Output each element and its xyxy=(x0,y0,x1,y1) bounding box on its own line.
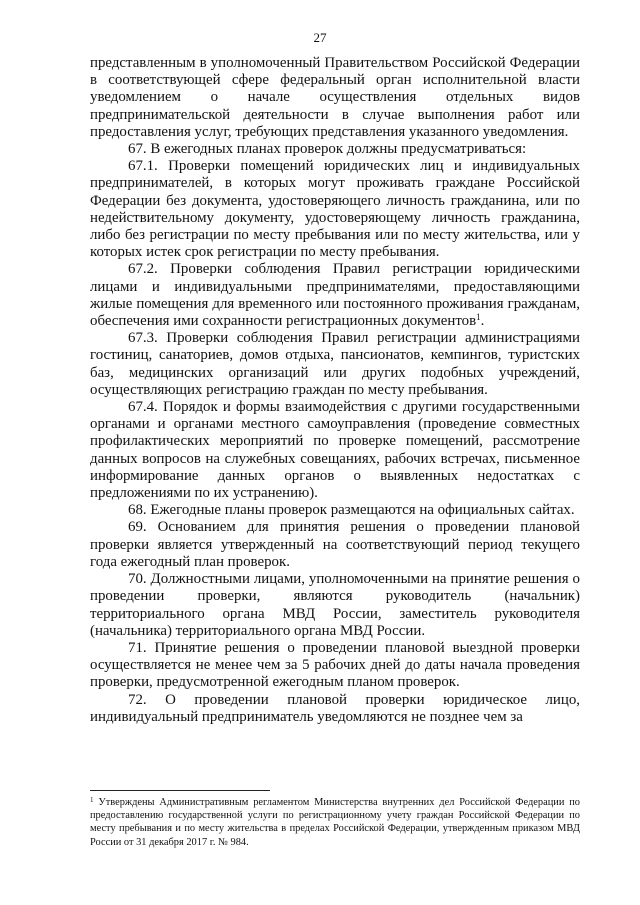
paragraph-72: 72. О проведении плановой проверки юридическое лицо, индивидуальный предприниматель уведомляются не позднее чем за xyxy=(90,691,580,725)
footnote-divider xyxy=(90,790,270,791)
page-number: 27 xyxy=(313,30,327,45)
paragraph-67-2 xyxy=(90,261,580,330)
paragraph-71: 71. Принятие решения о проведении плановой выездной проверки осуществляется не менее чем за 5 рабочих дней до даты начала проведения проверки, предусмотренной ежегодным планом проверок. xyxy=(90,639,580,691)
paragraph-67-1: 67.1. Проверки помещений юридических лиц и индивидуальных предпринимателей, в которых могут проживать граждане Российской Федерации без документа, удостоверяющего личность гражданина, или по недействительному документу, удостоверяющему личность гражданина, либо без регистрации по месту пребывания или по месту жительства, или у которых истек срок регистрации по месту пребывания. xyxy=(90,158,580,261)
paragraph-67-2-tail: . xyxy=(480,313,485,330)
paragraph-67-4: 67.4. Порядок и формы взаимодействия с другими государственными органами и органами местного самоуправления (проведение совместных профилактических мероприятий по проверке помещений, рассмотрение данных вопросов на служебных совещаниях, рабочих встречах, письменное информирование данных органов о выявленных недостатках с предложениями по их устранению). xyxy=(90,399,580,502)
footnote-reference: 1 xyxy=(476,312,481,323)
paragraph-continuation: представленным в уполномоченный Правительством Российской Федерации в соответствующей сфере федеральный орган исполнительной власти уведомлением о начале осуществления отдельных видов предпринимательской деятельности в случае выполнения работ или предоставления услуг, требующих представления указанного уведомления. xyxy=(90,55,580,140)
paragraph-70: 70. Должностными лицами, уполномоченными на принятие решения о проведении проверки, являются руководитель (начальник) территориального органа МВД России, заместитель руководителя (начальника) территориального органа МВД России. xyxy=(90,571,580,639)
paragraph-67-2-text: 67.2. Проверки соблюдения Правил регистрации юридическими лицами и индивидуальными предпринимателями, предоставляющими жилые помещения для временного или постоянного проживания гражданам, обеспечения ими сохранности регистрационных документов xyxy=(90,261,580,330)
paragraph-67: 67. В ежегодных планах проверок должны предусматриваться: xyxy=(128,141,527,158)
footnote-mark: 1 xyxy=(90,796,94,804)
document-body xyxy=(90,55,580,726)
footnote-text: Утверждены Административным регламентом Министерства внутренних дел Российской Федерации по предоставлению государственной услуги по регистрационному учету граждан Российской Федерации по месту пребывания и по месту жительства в пределах Российской Федерации, утвержденным приказом МВД России от 31 декабря 2017 г. № 984. xyxy=(90,797,580,848)
footnote xyxy=(90,796,580,849)
paragraph-69: 69. Основанием для принятия решения о проведении плановой проверки является утвержденный на соответствующий период текущего года ежегодный план проверок. xyxy=(90,519,580,570)
paragraph-68: 68. Ежегодные планы проверок размещаются на официальных сайтах. xyxy=(128,502,575,519)
paragraph-67-3: 67.3. Проверки соблюдения Правил регистрации администрациями гостиниц, санаториев, домов отдыха, пансионатов, кемпингов, туристских баз, медицинских организаций или других подобных учреждений, осуществляющих регистрацию граждан по месту пребывания. xyxy=(90,330,580,398)
